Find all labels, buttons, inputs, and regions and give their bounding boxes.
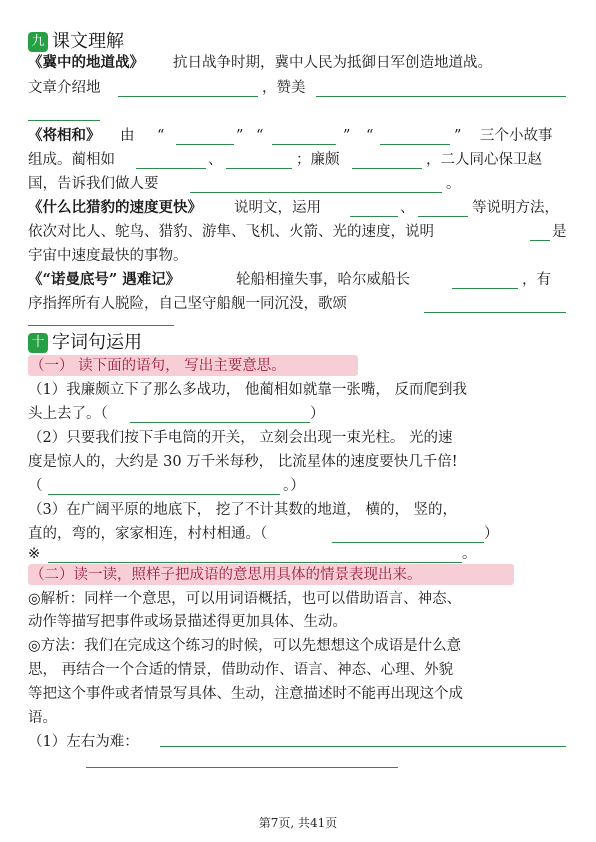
section-badge-9: 九 <box>28 32 48 52</box>
page-footer: 第7页, 共41页 <box>258 816 338 830</box>
p2-text: 国，告诉我们做人要 <box>28 176 159 192</box>
blank-line[interactable] <box>530 240 550 241</box>
part2-q1: （1）左右为难： <box>28 734 139 750</box>
p3-title: 《什么比猎豹的速度更快》 <box>28 199 202 216</box>
method-line: ◎方法：我们在完成这个练习的时候，可以先想想这个成语是什么意 <box>28 638 462 654</box>
part1-title: （一） 读下面的语句， 写出主要意思。 <box>30 358 286 374</box>
q2-line: （ <box>28 478 43 494</box>
part1-heading <box>28 355 358 376</box>
q1-line: （1）我廉颇立下了那么多战功， 他蔺相如就靠一张嘴， 反而爬到我 <box>28 382 467 398</box>
q1-line: 头上去了。（ <box>28 406 108 422</box>
section-title-10: 字词句运用 <box>52 332 142 353</box>
answer-line[interactable] <box>130 422 310 423</box>
blank-line[interactable] <box>28 325 174 326</box>
blank-line[interactable] <box>424 312 566 313</box>
p4-text: ，有 <box>522 272 551 288</box>
method-line: 语。 <box>28 710 57 726</box>
answer-line[interactable] <box>48 494 280 495</box>
p1-text: 抗日战争时期，冀中人民为抵御日军创造地道战。 <box>173 55 492 71</box>
p3-text: 、 <box>400 200 415 216</box>
method-line: 等把这个事件或者情景写具体、生动，注意描述时不能再出现这个成 <box>28 686 463 702</box>
answer-line[interactable] <box>86 767 398 768</box>
q1-line: ） <box>310 406 325 422</box>
blank-line[interactable] <box>352 168 422 169</box>
quote-mark: ” <box>454 128 462 144</box>
p2-text: 三个小故事 <box>480 128 553 144</box>
p3-text: 依次对比人、鸵鸟、猎豹、游隼、飞机、火箭、光的速度，说明 <box>28 224 434 240</box>
p3-text: 等说明方法， <box>472 200 559 216</box>
quote-mark: ” <box>343 128 351 144</box>
blank-line[interactable] <box>350 216 398 217</box>
p2-text: 组成。蔺相如 <box>28 152 115 168</box>
answer-line[interactable] <box>160 746 566 747</box>
blank-line[interactable] <box>418 216 468 217</box>
p2-text: 、 <box>208 152 223 168</box>
quote-mark: “ <box>157 128 165 144</box>
p3-text: 说明文，运用 <box>234 200 321 216</box>
p1-title: 《冀中的地道战》 <box>28 54 144 71</box>
answer-line[interactable] <box>48 562 462 563</box>
blank-line[interactable] <box>118 96 258 97</box>
note-end: 。 <box>462 546 477 562</box>
section-title-9: 课文理解 <box>52 31 124 52</box>
q2-line: 度是惊人的，大约是 30 万千米每秒， 比流星体的速度要快几千倍! <box>28 454 458 470</box>
blank-line[interactable] <box>226 168 292 169</box>
p4-text: 轮船相撞失事，哈尔威船长 <box>236 272 410 288</box>
blank-line[interactable] <box>28 120 100 121</box>
p1-text: 文章介绍地 <box>28 80 101 96</box>
answer-line[interactable] <box>332 542 484 543</box>
p2-text: ；廉颇 <box>296 152 340 168</box>
quote-mark: “ <box>256 128 264 144</box>
part2-title: （二）读一读，照样子把成语的意思用具体的情景表现出来。 <box>30 567 422 583</box>
p1-text: ，赞美 <box>262 80 306 96</box>
q3-line: （3）在广阔平原的地底下， 挖了不计其数的地道， 横的， 竖的， <box>28 502 458 518</box>
p2-text: ，二人同心保卫赵 <box>426 152 542 168</box>
section-badge-10: 十 <box>28 333 48 353</box>
p3-text: 是 <box>552 224 567 240</box>
q2-line: （2）只要我们按下手电筒的开关， 立刻会出现一束光柱。 光的速 <box>28 430 453 446</box>
part2-heading <box>28 564 514 585</box>
analysis-line: ◎解析：同样一个意思，可以用词语概括，也可以借助语言、神态、 <box>28 591 462 607</box>
quote-mark: “ <box>366 128 374 144</box>
p4-text: 序指挥所有人脱险，自己坚守船舰一同沉没，歌颂 <box>28 296 347 312</box>
blank-line[interactable] <box>452 288 518 289</box>
p2-text: 。 <box>446 176 461 192</box>
p2-title: 《将相和》 <box>28 127 101 144</box>
blank-line[interactable] <box>190 192 442 193</box>
blank-line[interactable] <box>136 168 206 169</box>
p2-text: 由 <box>120 128 135 144</box>
blank-line[interactable] <box>272 144 336 145</box>
method-line: 思， 再结合一个合适的情景，借助动作、语言、神态、心理、外貌 <box>28 662 454 678</box>
note-mark: ※ <box>28 546 41 562</box>
q3-line: ） <box>484 526 499 542</box>
p3-text: 宇宙中速度最快的事物。 <box>28 248 188 264</box>
blank-line[interactable] <box>316 96 566 97</box>
p4-title: 《“诺曼底号” 遇难记》 <box>28 271 181 288</box>
blank-line[interactable] <box>176 144 234 145</box>
blank-line[interactable] <box>380 144 450 145</box>
quote-mark: ” <box>236 128 244 144</box>
analysis-line: 动作等描写把事件或场景描述得更加具体、生动。 <box>28 614 347 630</box>
q3-line: 直的，弯的，家家相连，村村相通。（ <box>28 526 268 542</box>
q2-line: 。） <box>283 478 305 494</box>
